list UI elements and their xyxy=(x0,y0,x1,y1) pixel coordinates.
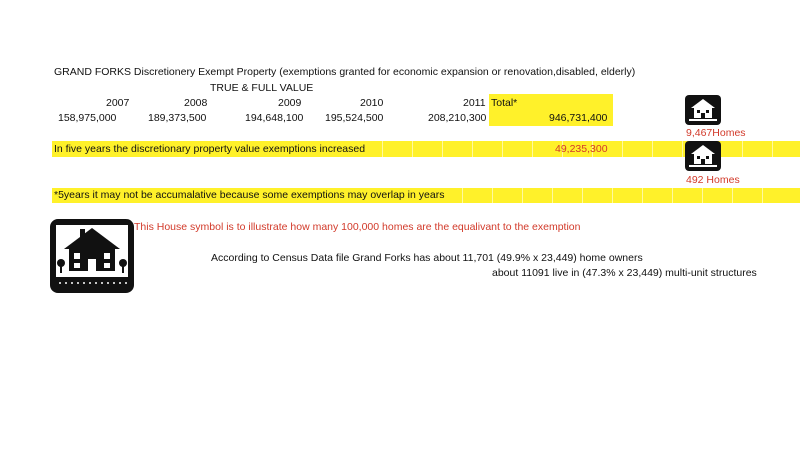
note-text: *5years it may not be accumalative because some exemptions may overlap in years xyxy=(54,189,445,201)
house-icon-large xyxy=(50,219,134,293)
increase-text: In five years the discretionary property value exemptions increased xyxy=(54,143,366,155)
value-2010: 195,524,500 xyxy=(325,112,384,124)
value-2009: 194,648,100 xyxy=(245,112,304,124)
year-2010: 2010 xyxy=(360,97,384,109)
increase-value: 49,235,300 xyxy=(555,143,608,155)
symbol-note: This House symbol is to illustrate how many 100,000 homes are the equalivant to the exemption xyxy=(134,221,581,233)
value-2008: 189,373,500 xyxy=(148,112,207,124)
value-2007: 158,975,000 xyxy=(58,112,117,124)
year-2011: 2011 xyxy=(463,97,486,109)
total-value: 946,731,400 xyxy=(549,112,608,124)
page-subtitle: TRUE & FULL VALUE xyxy=(210,82,314,94)
page-title: GRAND FORKS Discretionery Exempt Property (exemptions granted for economic expansion or renovation,disabled, elderly) xyxy=(54,66,636,78)
year-2009: 2009 xyxy=(278,97,302,109)
total-label: Total* xyxy=(491,97,518,109)
homes-count-2: 492 Homes xyxy=(686,174,740,186)
year-2007: 2007 xyxy=(106,97,130,109)
census-line-1: According to Census Data file Grand Forks has about 11,701 (49.9% x 23,449) home owners xyxy=(211,252,643,264)
year-2008: 2008 xyxy=(184,97,208,109)
house-icon xyxy=(685,141,721,171)
census-line-2: about 11091 live in (47.3% x 23,449) multi-unit structures xyxy=(492,267,757,279)
homes-count-1: 9,467Homes xyxy=(686,127,746,139)
value-2011: 208,210,300 xyxy=(428,112,487,124)
house-icon xyxy=(685,95,721,125)
